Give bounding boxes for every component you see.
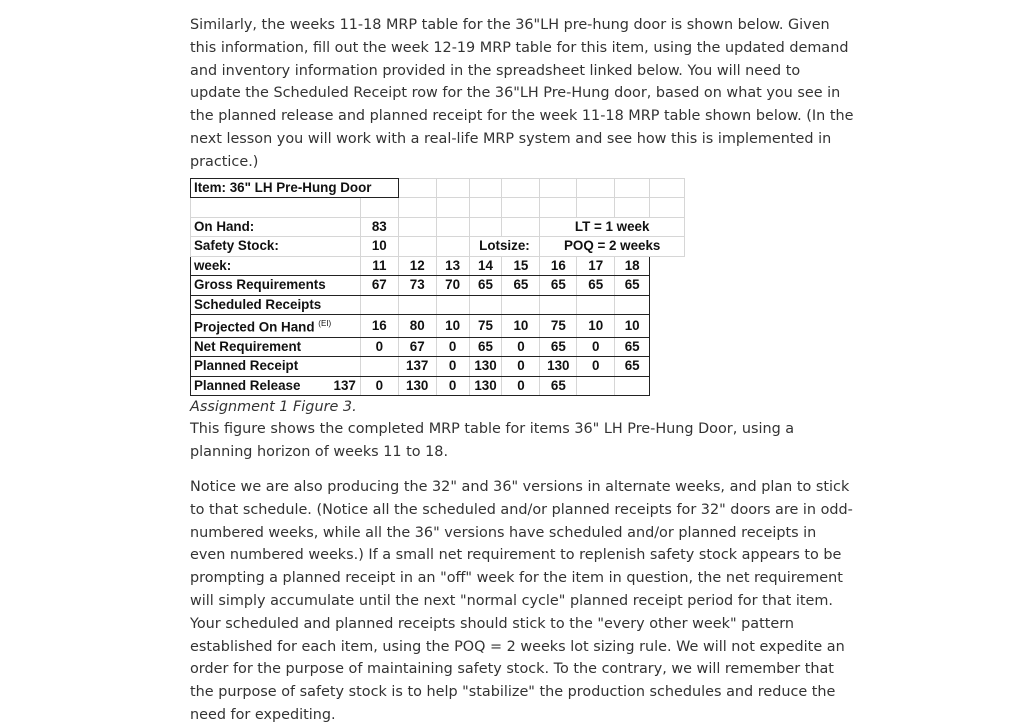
receipt-cell: 65 <box>615 357 650 377</box>
table-row <box>191 295 685 315</box>
scheduled-receipts-label: Scheduled Receipts <box>191 295 361 315</box>
lotsize-value: POQ = 2 weeks <box>540 237 685 257</box>
planned-receipt-label: Planned Receipt <box>191 357 361 377</box>
table-row <box>191 217 685 237</box>
week-cell: 12 <box>398 256 436 276</box>
receipt-cell: 0 <box>502 357 540 377</box>
gross-cell: 65 <box>540 276 577 296</box>
gross-requirements-label: Gross Requirements <box>191 276 361 296</box>
gross-cell: 65 <box>577 276 615 296</box>
release-cell: 0 <box>436 376 469 396</box>
receipt-cell: 0 <box>577 357 615 377</box>
week-cell: 13 <box>436 256 469 276</box>
receipt-cell <box>360 357 398 377</box>
release-cell: 65 <box>540 376 577 396</box>
gross-cell: 70 <box>436 276 469 296</box>
week-cell: 14 <box>469 256 502 276</box>
release-cell: 0 <box>360 376 398 396</box>
net-cell: 0 <box>360 337 398 357</box>
on-hand-label: On Hand: <box>191 217 361 237</box>
gross-cell: 73 <box>398 276 436 296</box>
poh-cell: 10 <box>577 315 615 337</box>
table-row <box>191 256 685 276</box>
table-row <box>191 276 685 296</box>
net-cell: 0 <box>577 337 615 357</box>
table-row <box>191 198 685 218</box>
item-label: Item: 36" LH Pre-Hung Door <box>191 178 399 198</box>
safety-stock-label: Safety Stock: <box>191 237 361 257</box>
table-row <box>191 237 685 257</box>
safety-stock-value: 10 <box>360 237 398 257</box>
poh-cell: 10 <box>436 315 469 337</box>
week-cell: 16 <box>540 256 577 276</box>
projected-on-hand-label: Projected On Hand $^{(EI)}$ <box>191 315 361 337</box>
table-row <box>191 178 685 198</box>
body-paragraph: Notice we are also producing the 32" and 36" versions in alternate weeks, and plan to stick to that schedule. (Notice all the scheduled and/or planned receipts for 32" doors are in odd-numbered weeks, while all the 36" versions have scheduled and/or planned receipts in even numbered weeks.) If a small net requirement to replenish safety stock appears to be prompting a planned receipt in an "off" week for the item in question, the net requirement will simply accumulate until the next "normal cycle" planned receipt period for that item. Your scheduled and planned receipts should stick to the "every other week" pattern established for each item, using the POQ = 2 weeks lot sizing rule. We will not expedite an order for the purpose of maintaining safety stock. To the contrary, we will remember that the purpose of safety stock is to help "stabilize" the production schedules and reduce the need for expediting. <box>190 478 853 723</box>
net-cell: 65 <box>615 337 650 357</box>
mrp-table <box>190 178 685 396</box>
week-cell: 18 <box>615 256 650 276</box>
poh-cell: 10 <box>615 315 650 337</box>
table-row <box>191 337 685 357</box>
poh-cell: 80 <box>398 315 436 337</box>
release-cell <box>615 376 650 396</box>
poh-cell: 75 <box>540 315 577 337</box>
week-cell: 17 <box>577 256 615 276</box>
net-cell: 67 <box>398 337 436 357</box>
net-cell: 0 <box>436 337 469 357</box>
planned-release-label: Planned Release 137 <box>191 376 361 396</box>
week-label: week: <box>191 256 361 276</box>
on-hand-value: 83 <box>360 217 398 237</box>
poh-cell: 16 <box>360 315 398 337</box>
release-cell: 0 <box>502 376 540 396</box>
net-cell: 0 <box>502 337 540 357</box>
caption-title: Assignment 1 Figure 3. <box>190 398 357 415</box>
intro-paragraph: Similarly, the weeks 11-18 MRP table for the 36"LH pre-hung door is shown below. Given this information, fill out the week 12-19 MRP table for this item, using the updated demand and inventory information provided in the spreadsheet linked below. You will need to update the Scheduled Receipt row for the 36"LH Pre-Hung door, based on what you see in the planned release and planned receipt for the week 11-18 MRP table shown below. (In the next lesson you will work with a real-life MRP system and see how this is implemented in practice.) <box>190 17 854 170</box>
figure-caption <box>190 396 855 464</box>
lead-time: LT = 1 week <box>540 217 685 237</box>
release-cell <box>577 376 615 396</box>
net-requirement-label: Net Requirement <box>191 337 361 357</box>
release-first-value: 137 <box>333 377 356 393</box>
caption-body: This figure shows the completed MRP table for items 36" LH Pre-Hung Door, using a planning horizon of weeks 11 to 18. <box>190 421 795 461</box>
receipt-cell: 137 <box>398 357 436 377</box>
gross-cell: 65 <box>502 276 540 296</box>
table-row <box>191 376 685 396</box>
week-cell: 15 <box>502 256 540 276</box>
lotsize-label: Lotsize: <box>469 237 540 257</box>
receipt-cell: 130 <box>540 357 577 377</box>
release-cell: 130 <box>469 376 502 396</box>
week-cell: 11 <box>360 256 398 276</box>
poh-cell: 75 <box>469 315 502 337</box>
gross-cell: 65 <box>469 276 502 296</box>
net-cell: 65 <box>469 337 502 357</box>
release-cell: 130 <box>398 376 436 396</box>
gross-cell: 65 <box>615 276 650 296</box>
receipt-cell: 130 <box>469 357 502 377</box>
ending-inventory-note: (EI) <box>318 319 332 329</box>
mrp-table-figure <box>190 178 685 393</box>
gross-cell: 67 <box>360 276 398 296</box>
net-cell: 65 <box>540 337 577 357</box>
receipt-cell: 0 <box>436 357 469 377</box>
table-row <box>191 315 685 337</box>
document-content <box>190 14 855 727</box>
table-row <box>191 357 685 377</box>
poh-cell: 10 <box>502 315 540 337</box>
